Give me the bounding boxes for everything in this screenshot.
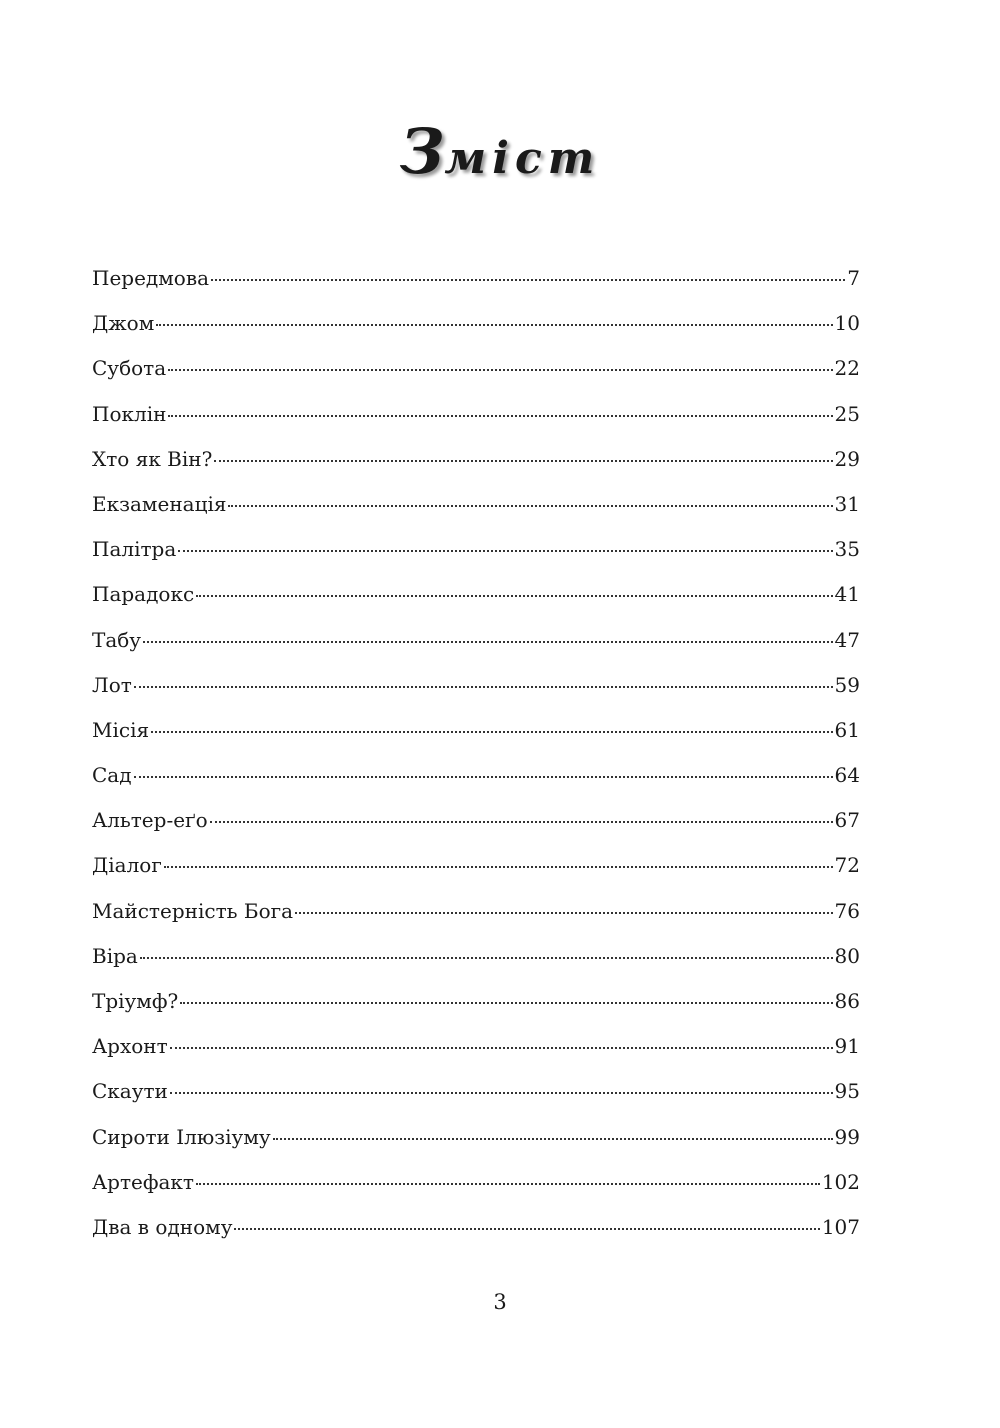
toc-entry-page: 107 [821, 1214, 860, 1239]
toc-entry-title: Майстерність Бога [92, 898, 294, 923]
toc-dot-leader [170, 1047, 833, 1049]
toc-entry-page: 59 [834, 672, 860, 697]
toc-entry [92, 1034, 860, 1079]
toc-entry-page: 67 [834, 808, 860, 833]
toc-entry-title: Табу [92, 627, 142, 652]
toc-entry-title: Тріумф? [92, 989, 179, 1013]
toc-entry [92, 1215, 860, 1260]
toc-entry [92, 311, 860, 356]
page-number: 3 [493, 1290, 507, 1314]
toc-entry-page: 47 [834, 627, 860, 652]
toc-entry-title: Джом [92, 311, 155, 336]
toc-entry-title: Архонт [92, 1034, 168, 1059]
toc-entry [92, 1079, 860, 1124]
toc-entry [92, 537, 860, 582]
toc-entry-page: 99 [834, 1124, 860, 1149]
toc-entry [92, 492, 860, 537]
toc-entry-page: 72 [834, 853, 860, 878]
toc-entry-title: Лот [92, 672, 132, 697]
toc-entry-title: Сад [92, 763, 132, 788]
toc-dot-leader [151, 731, 832, 733]
toc-dot-leader [234, 1228, 819, 1230]
page-title [0, 115, 1000, 189]
toc-dot-leader [196, 1183, 820, 1185]
toc-entry [92, 853, 860, 898]
toc-entry [92, 582, 860, 627]
toc-entry-page: 61 [834, 717, 860, 742]
toc-dot-leader [156, 324, 832, 326]
toc-dot-leader [214, 460, 832, 462]
toc-entry-page: 29 [834, 446, 860, 471]
toc-dot-leader [170, 1092, 833, 1094]
toc-entry-page: 64 [834, 763, 860, 788]
toc-entry [92, 356, 860, 401]
toc-dot-leader [164, 866, 833, 868]
toc-dot-leader [211, 279, 845, 281]
toc-entry-page: 25 [834, 401, 860, 426]
toc-entry [92, 266, 860, 311]
toc-entry-page: 7 [847, 266, 860, 290]
toc-entry-title: Артефакт [92, 1169, 194, 1194]
toc-entry [92, 763, 860, 808]
toc-dot-leader [180, 1002, 832, 1004]
toc-entry [92, 944, 860, 989]
toc-dot-leader [295, 912, 833, 914]
toc-entry-title: Діалог [92, 853, 162, 878]
toc-dot-leader [143, 641, 832, 643]
toc-entry-title: Хто як Він? [92, 446, 213, 471]
toc-entry-title: Два в одному [92, 1214, 233, 1239]
title-initial: З [399, 115, 445, 189]
toc-entry-title: Скаути [92, 1079, 168, 1104]
toc-entry [92, 1170, 860, 1215]
toc-entry-title: Палітра [92, 537, 177, 562]
toc-entry-page: 22 [834, 356, 860, 381]
toc-dot-leader [134, 686, 833, 688]
toc-entry-page: 91 [834, 1034, 860, 1059]
toc-entry [92, 628, 860, 673]
toc-dot-leader [273, 1138, 833, 1140]
toc-entry-page: 76 [834, 898, 860, 923]
toc-entry [92, 989, 860, 1034]
toc-dot-leader [140, 957, 833, 959]
toc-entry-page: 31 [834, 491, 860, 516]
toc-entry-title: Альтер-еґо [92, 808, 208, 833]
toc-dot-leader [196, 595, 832, 597]
toc-entry-page: 41 [834, 582, 860, 607]
toc-dot-leader [168, 415, 832, 417]
toc-entry-title: Екзаменація [92, 491, 227, 516]
toc-entry [92, 402, 860, 447]
toc-dot-leader [134, 776, 833, 778]
toc-dot-leader [178, 550, 832, 552]
toc-entry-page: 10 [834, 311, 860, 336]
toc-entry-page: 102 [821, 1169, 860, 1194]
toc-entry [92, 899, 860, 944]
toc-dot-leader [228, 505, 832, 507]
title-rest: міст [444, 133, 601, 185]
toc-entry-title: Поклін [92, 401, 167, 426]
toc-entry-page: 95 [834, 1079, 860, 1104]
toc-entry-title: Віра [92, 943, 138, 968]
toc-entry [92, 808, 860, 853]
toc-dot-leader [210, 821, 833, 823]
toc-entry [92, 673, 860, 718]
toc-entry-page: 86 [834, 989, 860, 1013]
toc-entry-page: 80 [834, 943, 860, 968]
toc-entry-title: Субота [92, 356, 167, 381]
table-of-contents [92, 266, 860, 1260]
toc-dot-leader [168, 369, 832, 371]
toc-entry-title: Місія [92, 717, 150, 742]
toc-entry [92, 447, 860, 492]
toc-entry-title: Передмова [92, 266, 210, 290]
toc-entry-page: 35 [834, 537, 860, 562]
toc-entry [92, 1125, 860, 1170]
toc-entry-title: Парадокс [92, 582, 195, 607]
toc-entry [92, 718, 860, 763]
toc-entry-title: Сироти Ілюзіуму [92, 1124, 271, 1149]
